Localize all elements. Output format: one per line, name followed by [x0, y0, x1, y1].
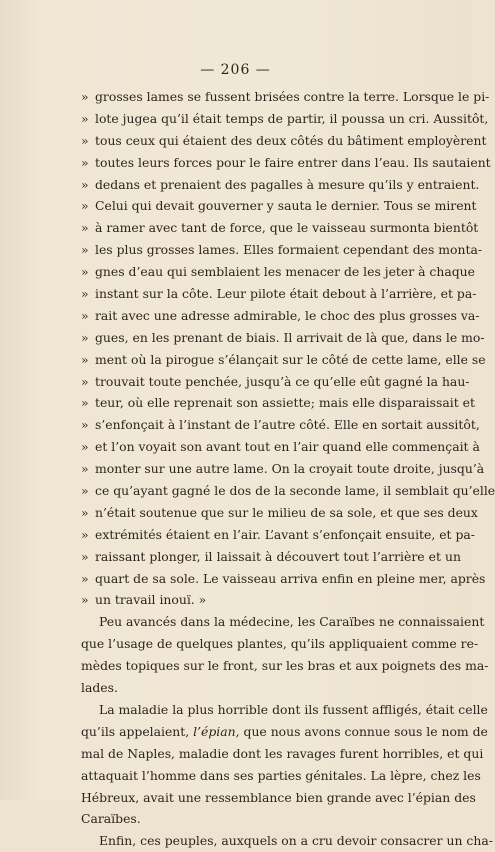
- quoted-line: [81, 414, 480, 436]
- quote-mark: »: [81, 132, 89, 148]
- quote-mark: »: [81, 439, 89, 455]
- quote-mark: »: [81, 286, 89, 302]
- quote-mark: »: [81, 351, 89, 367]
- quoted-line: [81, 305, 480, 327]
- paragraph-line: lades.: [81, 680, 118, 696]
- quoted-line-text: gnes d’eau qui semblaient les menacer de les jeter à chaque: [95, 264, 475, 280]
- quote-mark: »: [81, 461, 89, 477]
- quoted-line-text: dedans et prenaient des pagalles à mesure qu’ils y entraient.: [95, 176, 480, 192]
- quoted-line-text: ce qu’ayant gagné le dos de la seconde lame, il semblait qu’elle: [95, 483, 495, 499]
- quote-mark: »: [81, 373, 89, 389]
- body-text: [81, 86, 495, 852]
- quoted-line-text: monter sur une autre lame. On la croyait toute droite, jusqu’à: [95, 461, 485, 477]
- quoted-line: [81, 546, 461, 568]
- quoted-line: [81, 283, 477, 305]
- quote-mark: »: [81, 417, 89, 433]
- paragraph-line: mal de Naples, maladie dont les ravages furent horribles, et qui: [81, 745, 484, 761]
- quoted-line: [81, 480, 495, 502]
- paragraph-line: Enfin, ces peuples, auxquels on a cru devoir consacrer un cha-: [99, 833, 493, 849]
- quote-mark: »: [81, 307, 89, 323]
- quoted-line: [81, 327, 485, 349]
- quoted-line: [81, 261, 475, 283]
- quoted-line-text: raissant plonger, il laissait à découvert tout l’arrière et un: [95, 548, 461, 564]
- quote-mark: »: [81, 526, 89, 542]
- quoted-line: [81, 174, 480, 196]
- quoted-line: [81, 458, 485, 480]
- quoted-line: [81, 371, 470, 393]
- quote-mark: »: [81, 264, 89, 280]
- quoted-line-text: un travail inouï. »: [95, 592, 207, 608]
- quoted-line-text: quart de sa sole. Le vaisseau arriva enfin en pleine mer, après: [95, 570, 486, 586]
- quoted-line: [81, 436, 480, 458]
- quote-mark: »: [81, 592, 89, 608]
- page-number: — 206 —: [200, 62, 271, 78]
- quote-mark: »: [81, 242, 89, 258]
- quoted-line-text: teur, où elle reprenait son assiette; mais elle disparaissait et: [95, 395, 475, 411]
- paragraph-line: La maladie la plus horrible dont ils fussent affligés, était celle: [99, 701, 488, 717]
- quote-mark: »: [81, 329, 89, 345]
- quoted-line: [81, 195, 477, 217]
- quote-mark: »: [81, 570, 89, 586]
- quote-mark: »: [81, 395, 89, 411]
- quoted-line-text: grosses lames se fussent brisées contre la terre. Lorsque le pi-: [95, 89, 490, 104]
- quote-mark: »: [81, 504, 89, 520]
- quote-mark: »: [81, 89, 89, 104]
- quoted-line-text: tous ceux qui étaient des deux côtés du bâtiment employèrent: [95, 132, 487, 148]
- quoted-line: [81, 392, 475, 414]
- quote-mark: »: [81, 548, 89, 564]
- quote-mark: »: [81, 154, 89, 170]
- italic-term: l’épian: [193, 723, 236, 739]
- paragraph-line: Hébreux, avait une ressemblance bien grande avec l’épian des: [81, 789, 476, 805]
- quoted-line: [81, 502, 478, 524]
- paragraph-line: attaquait l’homme dans ses parties génitales. La lèpre, chez les: [81, 767, 481, 783]
- quoted-line: [81, 239, 483, 261]
- quote-mark: »: [81, 110, 89, 126]
- quoted-line-text: extrémités étaient en l’air. L’avant s’enfonçait ensuite, et pa-: [95, 526, 475, 542]
- quoted-line-text: n’était soutenue que sur le milieu de sa sole, et que ses deux: [95, 504, 478, 520]
- quoted-line-text: les plus grosses lames. Elles formaient cependant des monta-: [95, 242, 483, 258]
- quoted-line-text: et l’on voyait son avant tout en l’air quand elle commençait à: [95, 439, 480, 455]
- quoted-line-text: s’enfonçait à l’instant de l’autre côté. Elle en sortait aussitôt,: [95, 417, 480, 433]
- quoted-line: [81, 108, 489, 130]
- quoted-line: [81, 589, 461, 611]
- quoted-line-text: gues, en les prenant de biais. Il arrivait de là que, dans le mo-: [95, 329, 485, 345]
- paragraph-line: Caraïbes.: [81, 811, 141, 827]
- quoted-line: [81, 349, 486, 371]
- quote-mark: »: [81, 483, 89, 499]
- quoted-line-text: lote jugea qu’il était temps de partir, il poussa un cri. Aussitôt,: [95, 110, 489, 126]
- quoted-line: [81, 524, 475, 546]
- quoted-line: [81, 130, 487, 152]
- quoted-line-text: toutes leurs forces pour le faire entrer dans l’eau. Ils sautaient: [95, 154, 491, 170]
- quoted-line-text: trouvait toute penchée, jusqu’à ce qu’elle eût gagné la hau-: [95, 373, 470, 389]
- paragraph-line: qu’ils appelaient, l’épian, que nous avons connue sous le nom de: [81, 723, 488, 739]
- quote-mark: »: [81, 176, 89, 192]
- quoted-line: [81, 568, 486, 590]
- quoted-line: [81, 217, 479, 239]
- paragraph-line: Peu avancés dans la médecine, les Caraïbes ne connaissaient: [99, 614, 485, 630]
- quoted-line-text: à ramer avec tant de force, que le vaisseau surmonta bientôt: [95, 220, 479, 236]
- quoted-line-text: Celui qui devait gouverner y sauta le dernier. Tous se mirent: [95, 198, 477, 214]
- quoted-line: [81, 86, 490, 108]
- quoted-line-text: rait avec une adresse admirable, le choc des plus grosses va-: [95, 307, 480, 323]
- quoted-line: [81, 152, 491, 174]
- paragraph-line: que l’usage de quelques plantes, qu’ils appliquaient comme re-: [81, 636, 479, 652]
- quoted-line-text: instant sur la côte. Leur pilote était debout à l’arrière, et pa-: [95, 286, 477, 302]
- quote-mark: »: [81, 220, 89, 236]
- quote-mark: »: [81, 198, 89, 214]
- quoted-line-text: ment où la pirogue s’élançait sur le côté de cette lame, elle se: [95, 351, 486, 367]
- paragraph-line: mèdes topiques sur le front, sur les bras et aux poignets des ma-: [81, 658, 489, 674]
